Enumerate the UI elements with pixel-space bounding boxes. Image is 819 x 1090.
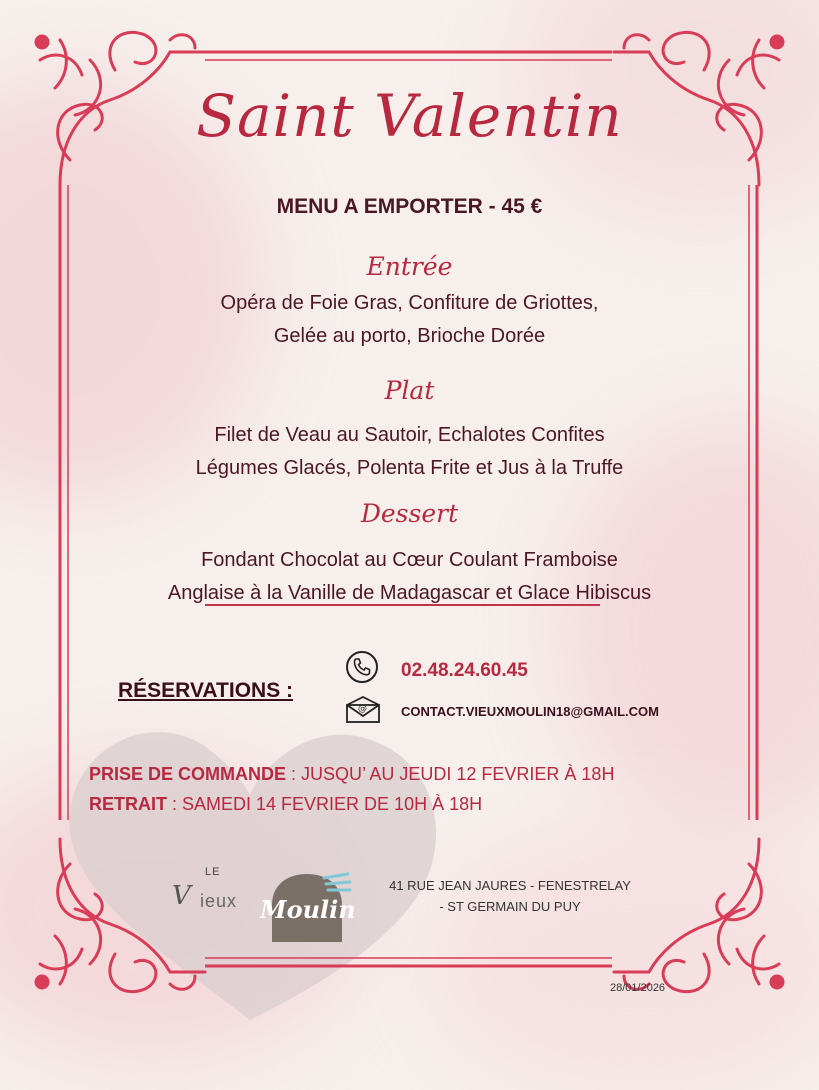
menu-line: Fondant Chocolat au Cœur Coulant Framboise <box>201 549 618 571</box>
logo-ieux: ieux <box>200 891 238 911</box>
logo-moulin: Moulin <box>260 895 356 924</box>
email-icon <box>345 696 381 724</box>
menu-line: Gelée au porto, Brioche Dorée <box>273 325 546 347</box>
section-heading-plat: Plat <box>384 376 435 405</box>
email-address[interactable]: CONTACT.VIEUXMOULIN18@GMAIL.COM <box>401 704 659 719</box>
reservations-label: RÉSERVATIONS : <box>118 679 294 702</box>
order-info <box>89 764 614 785</box>
menu-subtitle: MENU A EMPORTER - 45 € <box>276 195 543 218</box>
pickup-value: : SAMEDI 14 FEVRIER DE 10H À 18H <box>167 794 483 814</box>
menu-line: Filet de Veau au Sautoir, Echalotes Confites <box>214 424 605 446</box>
order-commande-value: : JUSQU’ AU JEUDI 12 FEVRIER À 18H <box>286 764 615 784</box>
logo-v: V <box>172 881 191 911</box>
divider-line <box>205 604 600 606</box>
section-heading-dessert: Dessert <box>360 499 459 528</box>
page-title: Saint Valentin <box>196 82 623 150</box>
pickup-info <box>89 794 482 815</box>
menu-line: Opéra de Foie Gras, Confiture de Griottes, <box>220 292 599 314</box>
address-line: - ST GERMAIN DU PUY <box>439 899 581 914</box>
phone-number[interactable]: 02.48.24.60.45 <box>401 660 528 681</box>
svg-text:@: @ <box>358 704 367 714</box>
order-commande-label: PRISE DE COMMANDE <box>89 764 287 784</box>
menu-line: Anglaise à la Vanille de Madagascar et Glace Hibiscus <box>167 582 652 604</box>
phone-icon <box>345 650 379 684</box>
section-heading-entree: Entrée <box>366 252 453 281</box>
address-line: 41 RUE JEAN JAURES - FENESTRELAY <box>389 878 631 893</box>
document-date: 28/01/2026 <box>610 982 666 994</box>
pickup-label: RETRAIT <box>89 794 167 814</box>
logo-le: LE <box>205 866 221 878</box>
menu-line: Légumes Glacés, Polenta Frite et Jus à la Truffe <box>195 457 624 479</box>
